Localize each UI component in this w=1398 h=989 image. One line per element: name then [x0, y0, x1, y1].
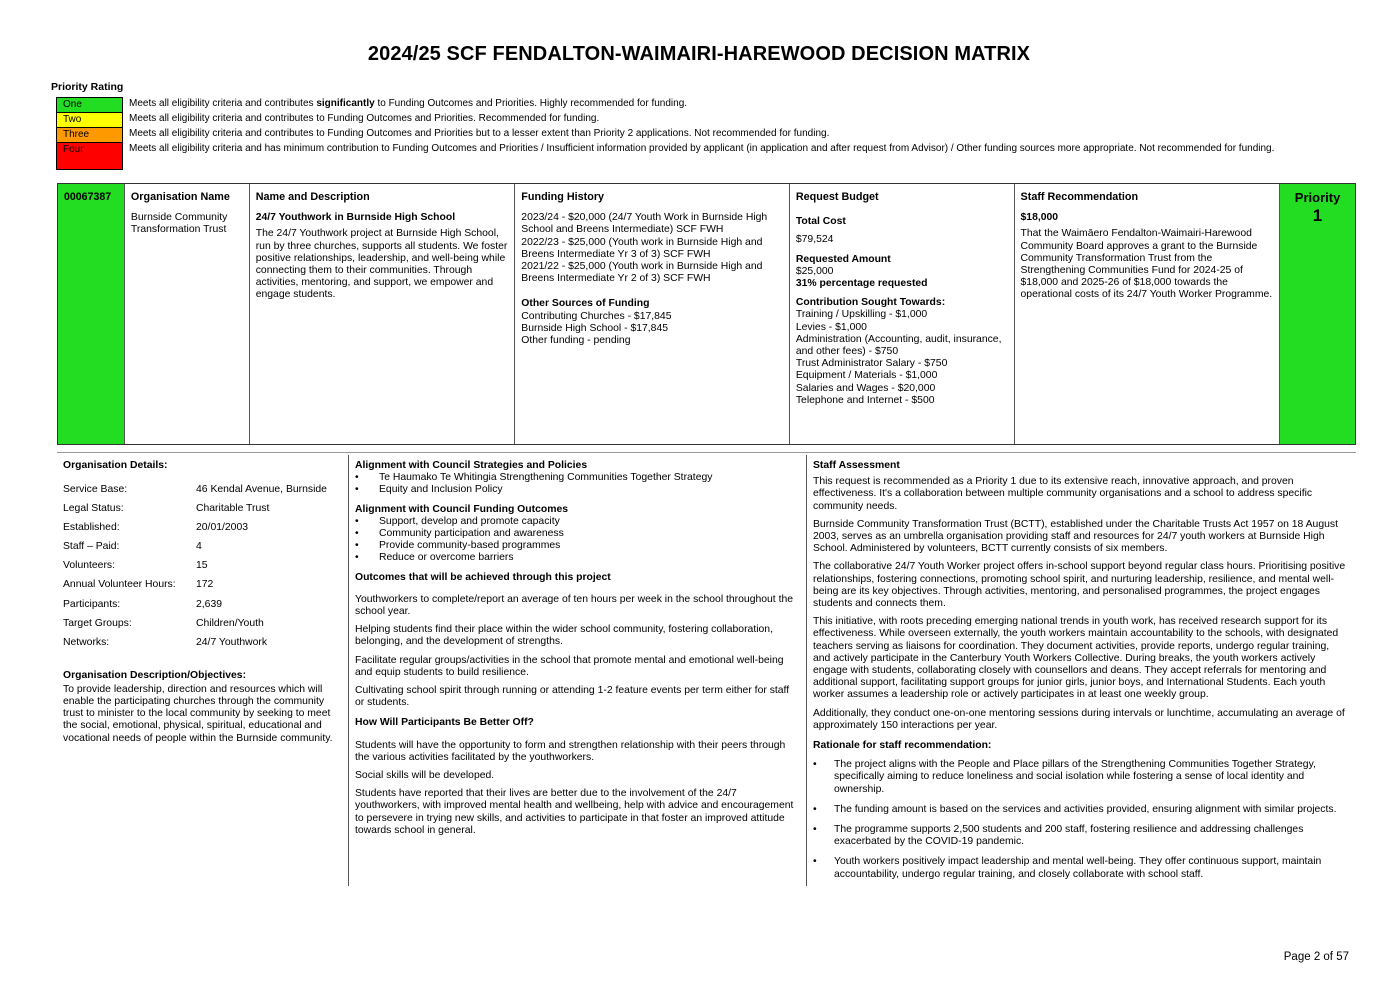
decision-matrix-row: [57, 183, 1356, 445]
list-item: • Provide community-based programmes: [355, 540, 800, 552]
detail-row: [63, 537, 343, 556]
priority-swatch-four: Four: [56, 142, 123, 170]
column-heading: Funding History: [521, 191, 605, 203]
other-funding-heading: Other Sources of Funding: [521, 298, 650, 310]
funding-history-item: 2022/23 - $25,000 (Youth work in Burnside High and Breens Intermediate Yr 3 of 3) SCF FWH: [521, 236, 763, 260]
recommendation-text: That the Waimāero Fendalton-Waimairi-Harewood Community Board approves a grant to the Burnside Community Transformation Trust from the Strengthening Communities Fund for 2024-25 of $18,000 and 2025-26 of $18,000 towards the operational costs of its 24/7 Youth Worker Programme.: [1020, 228, 1273, 301]
assessment-paragraph: Burnside Community Transformation Trust (BCTT), established under the Charitable Trusts Act 1957 on 18 August 2003, serves as an umbrella organisation providing staff and resources for 24/7 youth workers at Burnside High School. Administered by volunteers, BCTT currently consists of six members.: [813, 518, 1338, 555]
list-item: • Support, develop and promote capacity: [355, 516, 800, 528]
better-off-item: Students have reported that their lives are better due to the involvement of the 24/7 youthworkers, with improved mental health and wellbeing, help with advice and encouragement to persevere in trying new skills, and activities to participate in that foster an improved attitude towards school in general.: [355, 788, 794, 836]
list-item: • Youth workers positively impact leadership and mental well-being. They offer continuous support, maintain accountability, undergo regular training, and closely collaborate with school staff.: [813, 856, 1348, 880]
detail-label: Annual Volunteer Hours:: [63, 579, 176, 591]
other-funding-item: Contributing Churches - $17,845: [521, 310, 672, 322]
achieved-item: Youthworkers to complete/report an average of ten hours per week in the school throughout the school year.: [355, 593, 794, 618]
list-item: • The project aligns with the People and Place pillars of the Strengthening Communities Together Strategy, specifically aiming to reduce loneliness and social isolation while fostering a sense of local identity and ownership.: [813, 759, 1348, 796]
contribution-item: Trust Administrator Salary - $750: [795, 358, 948, 370]
application-id: 00067387: [58, 184, 125, 444]
staff-recommendation-cell: [1015, 184, 1281, 444]
requested-amount-label: Requested Amount: [795, 253, 891, 265]
priority-cell: [1280, 184, 1355, 444]
contribution-sought-label: Contribution Sought Towards:: [795, 297, 946, 309]
section-divider: [57, 452, 1356, 453]
list-item: • Equity and Inclusion Policy: [355, 484, 800, 496]
detail-label: Service Base:: [63, 484, 128, 495]
other-funding-item: Burnside High School - $17,845: [521, 322, 669, 334]
project-description: The 24/7 Youthwork project at Burnside High School, run by three churches, supports all students. We foster positive relationships, leadership, and well-being while connecting them to their communities. Through activities, mentoring, and support, we empower and engage students.: [255, 228, 508, 301]
assessment-paragraph: The collaborative 24/7 Youth Worker project offers in-school support beyond regular class hours. Prioritising positive relationships, fostering connections, promoting school spirit, and nurturing leadership, resilience, and mental well-being are its key objectives. Through activities, mentoring, and personalised programmes, the project engages students and connects them.: [813, 561, 1346, 610]
percentage-requested: 31% percentage requested: [795, 278, 928, 290]
priority-swatch-three: Three: [56, 127, 123, 142]
objectives-text: To provide leadership, direction and resources which will enable the participating churches through the community trust to minister to the local community by seeking to meet the social, emotional, physical, spiritual, educational and vocational needs of people within the Burnside community.: [63, 683, 333, 744]
page-title: 2024/25 SCF FENDALTON-WAIMAIRI-HAREWOOD DECISION MATRIX: [367, 43, 1031, 65]
detail-label: Legal Status:: [63, 503, 124, 515]
column-heading: Name and Description: [255, 191, 370, 203]
detail-label: Target Groups:: [63, 617, 132, 629]
detail-label: Networks:: [63, 636, 110, 648]
detail-value: 2,639: [196, 598, 223, 610]
priority-legend: [56, 97, 1316, 170]
achieved-item: Helping students find their place within the wider school community, fostering collaboration, belonging, and the development of strengths.: [355, 624, 773, 648]
column-heading: Organisation Name: [130, 191, 230, 203]
project-name: 24/7 Youthwork in Burnside High School: [255, 212, 456, 224]
contribution-item: Training / Upskilling - $1,000: [795, 309, 928, 321]
detail-row: [63, 556, 343, 575]
priority-swatch-one: One: [56, 97, 123, 112]
priority-legend-row: [56, 142, 1316, 170]
detail-value: 46 Kendal Avenue, Burnside: [196, 484, 327, 495]
list-item: • The funding amount is based on the services and activities provided, ensuring alignment with similar projects.: [813, 804, 1348, 816]
detail-value: Charitable Trust: [196, 503, 270, 515]
detail-row: [63, 614, 343, 633]
detail-row: [63, 480, 343, 499]
organisation-details: [63, 460, 343, 745]
other-funding-item: Other funding - pending: [521, 335, 631, 347]
outcomes-list: [355, 516, 800, 565]
detail-row: [63, 575, 343, 594]
detail-value: 20/01/2003: [196, 522, 249, 534]
better-off-item: Students will have the opportunity to form and strengthen relationship with their peers through the various activities facilitated by the youthworkers.: [355, 739, 786, 763]
total-cost-label: Total Cost: [795, 216, 846, 228]
detail-row: [63, 499, 343, 518]
priority-description: Meets all eligibility criteria and contributes to Funding Outcomes and Priorities but to a lesser extent than Priority 2 applications. Not recommended for funding.: [129, 128, 830, 139]
list-item: • Reduce or overcome barriers: [355, 552, 800, 564]
detail-label: Established:: [63, 522, 120, 534]
detail-row: [63, 595, 343, 614]
strategies-list: [355, 472, 800, 496]
page-number: Page 2 of 57: [1283, 951, 1349, 963]
priority-swatch-two: Two: [56, 112, 123, 127]
name-description-cell: [250, 184, 516, 444]
column-divider: [806, 455, 807, 886]
total-cost-value: $79,524: [795, 234, 834, 246]
organisation-name-cell: [125, 184, 250, 444]
column-heading: Request Budget: [795, 191, 879, 203]
requested-amount-value: $25,000: [795, 265, 834, 277]
achieved-item: Cultivating school spirit through running or attending 1-2 feature events per term either for staff or students.: [355, 685, 790, 709]
recommended-amount: $18,000: [1020, 212, 1059, 224]
organisation-details-heading: Organisation Details:: [63, 460, 168, 471]
better-off-item: Social skills will be developed.: [355, 770, 495, 782]
staff-assessment: [813, 460, 1348, 889]
contribution-item: Equipment / Materials - $1,000: [795, 370, 938, 382]
priority-legend-row: [56, 97, 1316, 112]
contribution-item: Telephone and Internet - $500: [795, 394, 935, 406]
list-item: • Te Haumako Te Whitingia Strengthening Communities Together Strategy: [355, 472, 800, 484]
alignment-section: [355, 460, 800, 837]
detail-label: Staff – Paid:: [63, 541, 120, 553]
priority-legend-row: [56, 127, 1316, 142]
detail-value: Children/Youth: [196, 617, 264, 629]
funding-history-item: 2023/24 - $20,000 (24/7 Youth Work in Burnside High School and Breens Intermediate) SCF FWH: [521, 212, 768, 236]
organisation-name: Burnside Community Transformation Trust: [130, 212, 228, 236]
detail-value: 4: [196, 541, 202, 553]
detail-value: 24/7 Youthwork: [196, 636, 268, 648]
priority-value: 1: [1312, 206, 1323, 226]
column-divider: [348, 455, 349, 886]
column-heading: Staff Recommendation: [1020, 191, 1139, 203]
list-item: • The programme supports 2,500 students and 200 staff, fostering resilience and addressing challenges exacerbated by the COVID-19 pandemic.: [813, 824, 1348, 848]
priority-rating-heading: Priority Rating: [51, 81, 124, 93]
rationale-list: [813, 759, 1348, 881]
funding-history-item: 2021/22 - $25,000 (Youth work in Burnside High and Breens Intermediate Yr 2 of 3) SCF FWH: [521, 261, 763, 285]
detail-value: 15: [196, 560, 208, 572]
priority-legend-row: [56, 112, 1316, 127]
contribution-item: Salaries and Wages - $20,000: [795, 382, 936, 394]
strategies-heading: Alignment with Council Strategies and Policies: [355, 460, 588, 471]
achieved-heading: Outcomes that will be achieved through this project: [355, 571, 611, 583]
request-budget-cell: [790, 184, 1015, 444]
detail-value: 172: [196, 579, 214, 591]
priority-label: Priority: [1294, 190, 1341, 205]
assessment-heading: Staff Assessment: [813, 460, 900, 471]
contribution-item: Administration (Accounting, audit, insurance, and other fees) - $750: [795, 333, 1002, 358]
assessment-paragraph: Additionally, they conduct one-on-one mentoring sessions during intervals or lunchtime, accumulating an average of approximately 150 interactions per year.: [813, 707, 1345, 731]
priority-description: Meets all eligibility criteria and has minimum contribution to Funding Outcomes and Priorities / Insufficient information provided by applicant (in application and after request from Advisor) / Other funding sources more appropriate. Not recommended for funding.: [129, 143, 1275, 154]
achieved-item: Facilitate regular groups/activities in the school that promote mental and emotional well-being and equip students to build resilience.: [355, 654, 784, 678]
outcomes-heading: Alignment with Council Funding Outcomes: [355, 503, 568, 515]
contribution-item: Levies - $1,000: [795, 321, 867, 333]
funding-history-cell: [515, 184, 790, 444]
list-item: • Community participation and awareness: [355, 528, 800, 540]
assessment-paragraph: This initiative, with roots preceding emerging national trends in youth work, has received research support for its effectiveness. While overseen externally, the youth workers maintain accountability to the schools, with designated teachers serving as liaisons for coordination. They document activities, provide reports, undergo regular training, and actively participate in the Canterbury Youth Workers Collective. During breaks, the youth workers actively engage with students, collaborating closely with counsellors and deans. They accept referrals for mentoring and additional support, facilitating support groups for junior girls, junior boys, and International Students. Each youth worker assumes a leadership role or actively participates in at least one weekly group.: [813, 616, 1339, 701]
detail-label: Participants:: [63, 598, 121, 610]
objectives-heading: Organisation Description/Objectives:: [63, 669, 247, 681]
detail-label: Volunteers:: [63, 560, 115, 572]
detail-row: [63, 518, 343, 537]
better-off-heading: How Will Participants Be Better Off?: [355, 717, 534, 729]
rationale-heading: Rationale for staff recommendation:: [813, 740, 992, 752]
detail-row: [63, 633, 343, 652]
priority-description: Meets all eligibility criteria and contributes to Funding Outcomes and Priorities. Recommended for funding.: [129, 113, 600, 124]
assessment-paragraph: This request is recommended as a Priority 1 due to its extensive reach, innovative approach, and proven effectiveness. It's a collaboration between multiple community organisations and a school to address specific community needs.: [813, 476, 1313, 512]
priority-description: Meets all eligibility criteria and contributes significantly to Funding Outcomes and Priorities. Highly recommended for funding.: [129, 98, 688, 109]
